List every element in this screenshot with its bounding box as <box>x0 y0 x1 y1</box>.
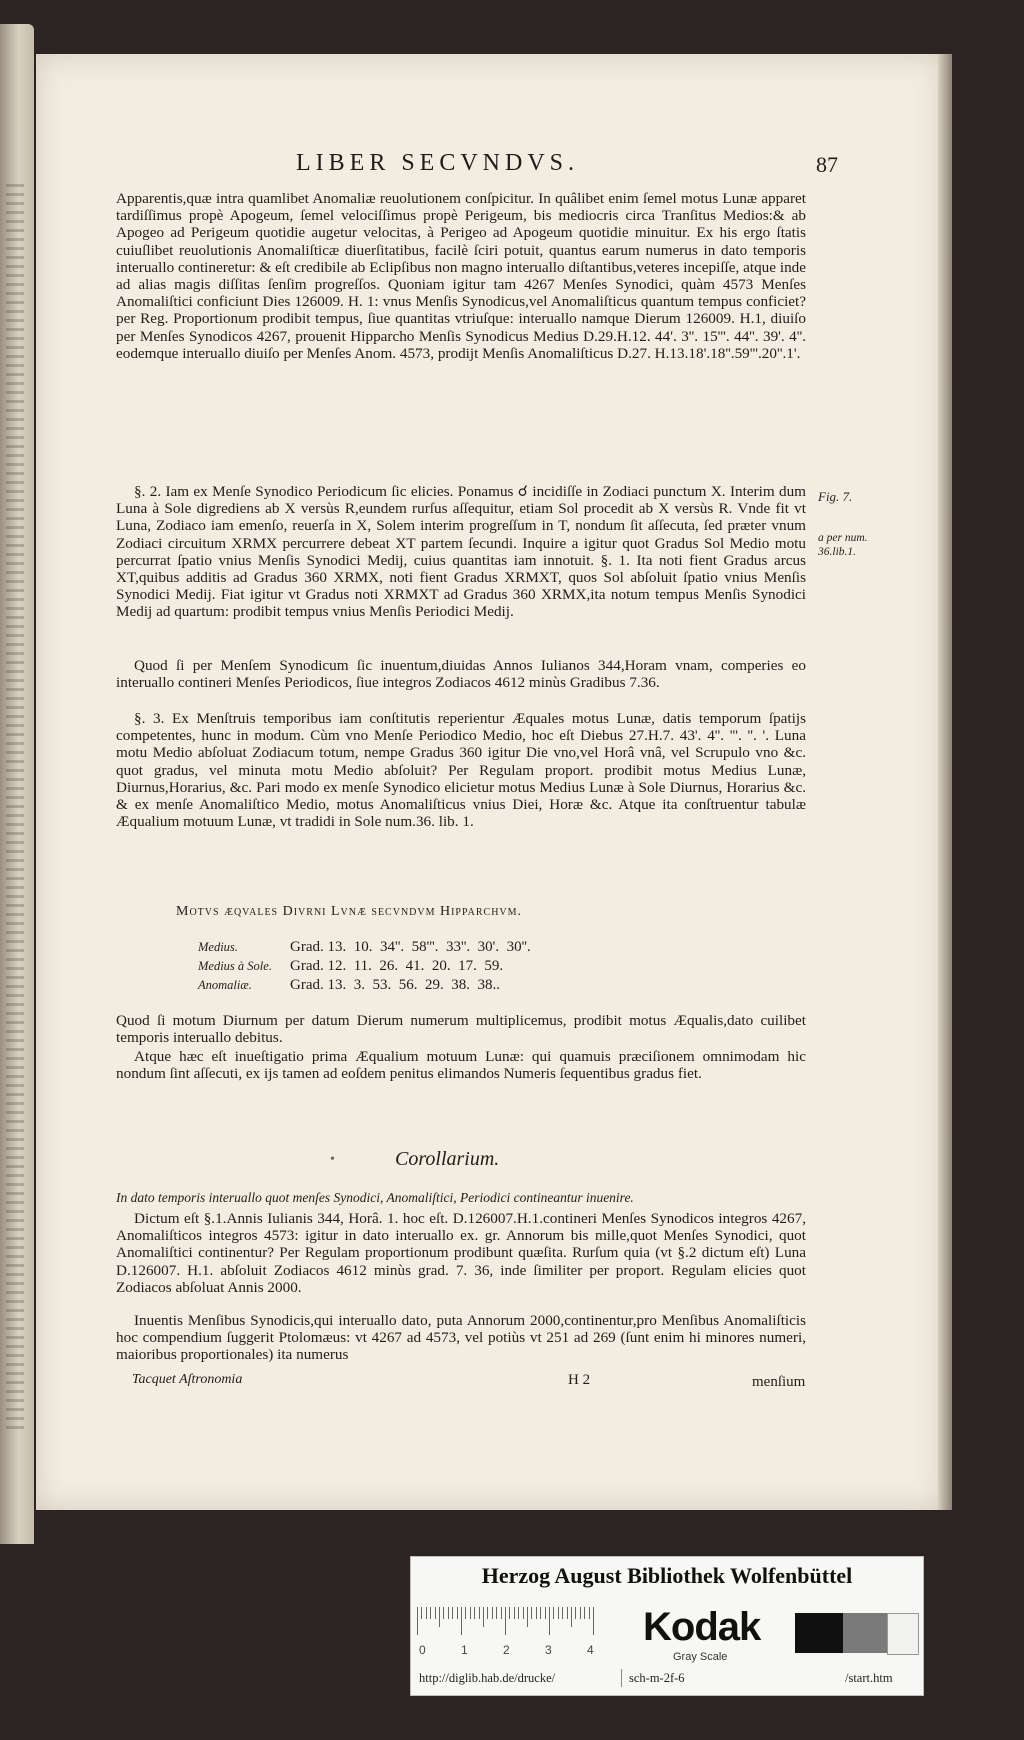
ruler-tick <box>540 1607 541 1619</box>
white-swatch <box>887 1613 919 1655</box>
ruler-tick <box>527 1607 528 1627</box>
ruler-tick <box>549 1607 550 1635</box>
margin-note-figure: Fig. 7. <box>818 489 853 504</box>
ruler-tick <box>430 1607 431 1619</box>
margin-note-ref-a: a per num. <box>818 532 868 544</box>
ruler-tick <box>448 1607 449 1619</box>
ruler-tick <box>584 1607 585 1619</box>
paragraph-3-text: Quod ſi per Menſem Synodicum ſic inuentum,diuidas Annos Iulianos 344,Horam vnam, comperies eo interuallo contineri Menſes Periodicos, ſiue integros Zodiacos 4612 minùs Gradibus 7.36. <box>116 657 806 692</box>
ruler-tick <box>452 1607 453 1619</box>
ruler-tick <box>487 1607 488 1619</box>
motion-table <box>198 938 531 995</box>
paragraph-3 <box>116 657 806 691</box>
ruler-tick <box>536 1607 537 1619</box>
ruler-tick <box>492 1607 493 1619</box>
corollary-heading: Corollarium. <box>395 1148 500 1170</box>
ruler-tick <box>589 1607 590 1619</box>
ruler-tick <box>443 1607 444 1619</box>
table-row <box>198 976 531 995</box>
ruler-tick <box>465 1607 466 1619</box>
ruler-tick <box>545 1607 546 1619</box>
kodak-logo-text: Kodak <box>643 1605 761 1649</box>
ruler-number: 0 <box>419 1643 426 1657</box>
url-separator <box>621 1669 622 1687</box>
ruler-number: 3 <box>545 1643 552 1657</box>
grayscale-ruler <box>417 1607 601 1637</box>
table-row-label: Medius à Sole. <box>198 959 272 973</box>
table-title: Motvs æqvales Divrni Lvnæ secvndvm Hipparchvm. <box>176 904 523 919</box>
footer-book-title: Tacquet Aſtronomia <box>132 1372 243 1387</box>
kodak-subtitle: Gray Scale <box>673 1651 728 1663</box>
ruler-tick <box>461 1607 462 1635</box>
left-page-edge <box>0 24 34 1544</box>
paragraph-4-text: §. 3. Ex Menſtruis temporibus iam conſtitutis reperientur Æquales motus Lunæ, datis temporum ſpatijs competentes, hunc in modum. Cùm vno Menſe Periodico Medio, hoc eſt Diebus 27.H.7. 43'. 4''. '''. ''. '. Luna motu Medio abſoluat Zodiacum totum, nempe Gradus 360 igitur Die vno,vel Horâ vnâ, vel Scrupulo vno &c. quot gradus, vel minuta motu Medio abſoluit? Per Regulam proport. prodibit motus Medius Lunæ, Diurnus,Horarius, &c. Pari modo ex menſe Synodico elicietur motus Medius Lunæ à Sole Diurnus, Horarius &c. & ex menſe Anomaliſtico Medio, motus Anomaliſticus vnius Diei, Horæ &c. Atque ita conſtruentur tabulæ Æqualium motuum Lunæ, vt tradidi in Sole num.36. lib. 1. <box>116 710 806 831</box>
corollary-paragraph-a-text: Dictum eſt §.1.Annis Iulianis 344, Horâ. 1. hoc eſt. D.126007.H.1.contineri Menſes Synodicos integros 4267, Anomaliſticos integros 4573: igitur in dato interuallo ex. gr. Annorum bis mille,quot Menſes Synodici, quot Anomaliſtici continentur? Per Regulam proportionum prodibunt quæſita. Rurſum quia (vt §.2 dictum eſt) Luna D.126007. H.1. abſoluit Zodiacos 4612 minùs grad. 7. 36, inde ſimiliter per proport. Regulam elicies quot Zodiacos abſoluat Annis 2000. <box>116 1210 806 1296</box>
table-row-values: Grad. 13. 3. 53. 56. 29. 38. 38.. <box>290 977 500 993</box>
ruler-tick <box>567 1607 568 1619</box>
gray-swatch <box>843 1613 887 1653</box>
table-row <box>198 957 531 976</box>
ruler-tick <box>514 1607 515 1619</box>
corollary-lead: In dato temporis interuallo quot menſes Synodici, Anomaliſtici, Periodici contineantur inuenire. <box>116 1190 634 1205</box>
paragraph-1-text: Apparentis,quæ intra quamlibet Anomaliæ reuolutionem conſpicitur. In quâlibet enim ſemel motus Lunæ apparet tardiſſimus propè Apogeum, ſemel velociſſimus propè Perigeum, bis mediocris circa Tranſitus Medios:& ab Apogeo ad Perigeum quotidie augetur velocitas, à Perigeo ad Apogeum quotidie minuitur. Ex his ergo ſtatis cuiuſlibet reuolutionis Anomaliſticæ diuerſitatibus, facilè ſciri potuit, quantus earum numerus in dato temporis interuallo contineretur: & eſt credibile ab Eclipſibus non magno interuallo diſtantibus,veteres incepiſſe, atque inde ad alias magis diſſitas ſenſim progreſſos. Quoniam igitur tam 4267 Menſes Synodici, quàm 4573 Menſes Anomaliſtici conficiunt Dies 126009. H. 1: vnus Menſis Synodicus,vel Anomaliſticus quantum tempus conficiet? per Reg. Proportionum prodibit tempus, ſiue quantitas vtriuſque: interuallo namque Dierum 126009. H.1, diuiſo per Menſes Synodicos 4267, prouenit Hipparcho Menſis Synodicus Medius D.29.H.12. 44'. 3''. 15'''. 44''. 39'. 4''. eodemque interuallo diuiſo per Menſes Anom. 4573, prodijt Menſis Anomaliſticus D.27. H.13.18'.18''.59'''.20''.1'. <box>116 190 806 362</box>
ruler-tick <box>479 1607 480 1619</box>
ruler-tick <box>571 1607 572 1627</box>
ruler-tick <box>562 1607 563 1619</box>
ruler-tick <box>474 1607 475 1619</box>
paragraph-1 <box>116 190 806 362</box>
paragraph-6 <box>116 1048 806 1082</box>
footer-catchword: menſium <box>752 1374 806 1390</box>
ruler-tick <box>501 1607 502 1619</box>
ruler-tick <box>593 1607 594 1635</box>
ruler-tick <box>580 1607 581 1619</box>
paragraph-6-text: Atque hæc eſt inueſtigatio prima Æqualium motuum Lunæ: qui quamuis præciſionem omnimodam hic nondum ſint aſſecuti, ex ijs tamen ad eoſdem penitus elimandos Numeris ſequentibus gradus fiet. <box>116 1048 806 1083</box>
corollary-paragraph-b-text: Inuentis Menſibus Synodicis,qui interuallo dato, puta Annorum 2000,continentur,pro Menſibus Anomaliſticis hoc compendium ſuggerit Ptolomæus: vt 4267 ad 4573, vel potiùs vt 251 ad 269 (ſunt enim hi minores numeri, maioribus proportionales) ita numerus <box>116 1312 806 1364</box>
ruler-tick <box>558 1607 559 1619</box>
corollary-paragraph-b <box>116 1312 806 1364</box>
url-base: http://diglib.hab.de/drucke/ <box>419 1671 556 1685</box>
paragraph-5 <box>116 1012 806 1046</box>
paragraph-2 <box>116 483 806 621</box>
page-edge-shadow <box>938 54 952 1510</box>
ruler-tick <box>457 1607 458 1619</box>
ruler-tick <box>435 1607 436 1619</box>
ruler-tick <box>509 1607 510 1619</box>
ruler-tick <box>426 1607 427 1619</box>
running-head: LIBER SECVNDVS. <box>296 150 580 176</box>
table-row-label: Anomaliæ. <box>198 978 252 992</box>
ruler-tick <box>483 1607 484 1627</box>
ruler-tick <box>496 1607 497 1619</box>
paragraph-2-text: §. 2. Iam ex Menſe Synodico Periodicum ſic elicies. Ponamus ☌ incidiſſe in Zodiaci punctum X. Interim dum Luna à Sole digrediens ab X versùs R,eundem rurſus aſſequitur, etiam Sol procedit ab X versùs R. Vnde fit vt Luna, Zodiaco iam emenſo, reuerſa in X, Solem interim progreſſum in T, nondum ſit aſſecuta, ſed præter vnum Zodiaci circuitum XRMX percurrere debeat XT partem ſecundi. Inquire a igitur quot Gradus Sol Medio motu percurrat ſpatio vnius Menſis Synodici Medij, cuius quantitas iam innotuit. §. 1. Ita noti fient Gradus arcus XT,quibus additis ad Gradus 360 XRMX, noti fient Gradus XRMXT, quos Sol abſoluit ſpatio vnius Menſis Synodici Medij. Fiat igitur vt Gradus noti XRMXT ad Gradus 360 XRMX,ita notum tempus Menſis Synodici Medij ad quartum: prodibit tempus vnius Menſis Periodici Medij. <box>116 483 806 621</box>
url-end: /start.htm <box>845 1671 893 1685</box>
ruler-number: 2 <box>503 1643 510 1657</box>
ruler-tick <box>523 1607 524 1619</box>
black-swatch <box>795 1613 843 1653</box>
ruler-number: 4 <box>587 1643 594 1657</box>
ruler-tick <box>575 1607 576 1619</box>
left-page-text-strip <box>6 184 24 1434</box>
ruler-tick <box>470 1607 471 1619</box>
footer-signature: H 2 <box>568 1372 591 1388</box>
library-title: Herzog August Bibliothek Wolfenbüttel <box>481 1563 853 1588</box>
paragraph-5-text: Quod ſi motum Diurnum per datum Dierum numerum multiplicemus, prodibit motus Æqualis,dato cuilibet temporis interuallo debitus. <box>116 1012 806 1047</box>
kodak-color-card <box>410 1556 924 1696</box>
table-row-label: Medius. <box>198 940 238 954</box>
ruler-tick <box>505 1607 506 1635</box>
ruler-number: 1 <box>461 1643 468 1657</box>
corollary-paragraph-a <box>116 1210 806 1296</box>
ruler-tick <box>553 1607 554 1619</box>
table-row-values: Grad. 13. 10. 34''. 58'''. 33''. 30'. 30''. <box>290 939 531 955</box>
url-id: sch-m-2f-6 <box>629 1671 685 1685</box>
ruler-tick <box>518 1607 519 1619</box>
page-number: 87 <box>816 152 838 177</box>
margin-note-ref-b: 36.lib.1. <box>818 546 857 558</box>
ruler-tick <box>417 1607 418 1635</box>
paragraph-4 <box>116 710 806 830</box>
ruler-tick <box>439 1607 440 1627</box>
ornament-dot-icon: • <box>330 1152 335 1167</box>
table-row-values: Grad. 12. 11. 26. 41. 20. 17. 59. <box>290 958 504 974</box>
ruler-tick <box>421 1607 422 1619</box>
ruler-tick <box>531 1607 532 1619</box>
table-row <box>198 938 531 957</box>
